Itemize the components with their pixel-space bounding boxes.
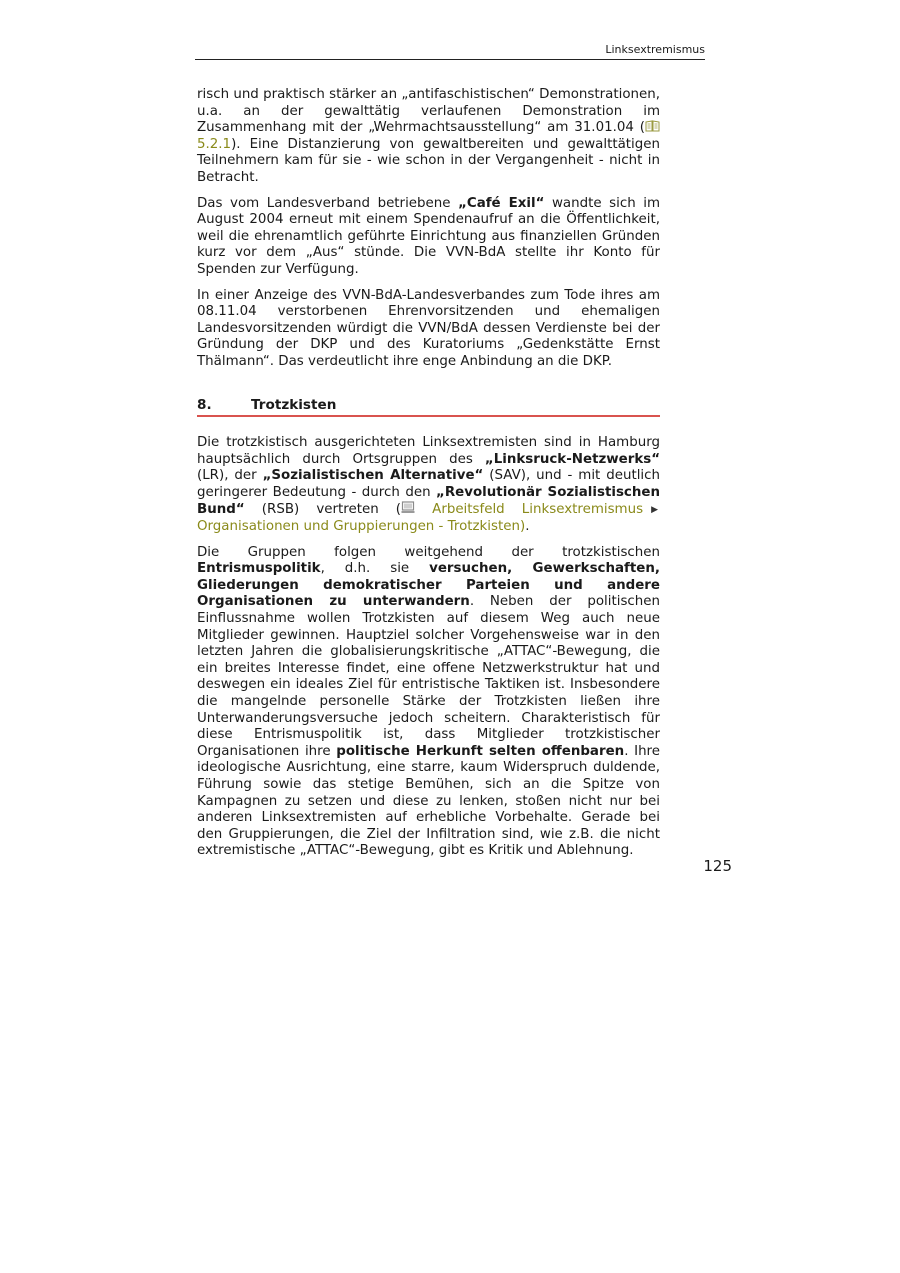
bold-term: „Sozialistischen Alternative“ [262, 468, 484, 484]
text-span: (LR), der [197, 468, 263, 484]
running-header: Linksextremismus [195, 43, 705, 60]
page-number: 125 [703, 857, 732, 875]
reference-label: Arbeitsfeld Linksextremismus [432, 502, 644, 518]
reference-label: Organisationen und Gruppierungen - Trotzkisten) [197, 519, 526, 535]
text-span: . Neben der politischen Einflussnahme wollen Trotzkisten auf diesem Weg auch neue Mitglieder gewinnen. Hauptziel solcher Vorgehensweise war in den letzten Jahren die globalisierungskritische „ATTAC“-Bewegung, die ein breites Interesse findet, eine offene Netzwerkstruktur hat und deswegen ein ideales Ziel für entristische Taktiken ist. Insbesondere die mangelnde personelle Stärke der Trotzkisten ließen ihre Unterwanderungsversuche jedoch scheitern. Charakteristisch für diese Entrismuspolitik ist, dass Mitglieder trotzkistischer Organisationen ihre [197, 594, 660, 759]
text-span: In einer Anzeige des VVN-BdA-Landesverbandes zum Tode ihres am 08.11.04 verstorbenen Ehrenvorsitzenden und ehemaligen Landesvorsitzenden würdigt die VVN/BdA dessen Verdienste bei der Gründung der DKP und des Kuratoriums „Gedenkstätte Ernst Thälmann“. Das verdeutlicht ihre enge Anbindung an die DKP. [197, 287, 660, 369]
paragraph-entrismus [197, 545, 660, 860]
bold-term: versuchen, Gewerkschaften, Gliederungen demokratischer Parteien und andere Organisationen zu unterwandern [197, 561, 660, 610]
bold-term: politische Herkunft selten offenbaren [336, 743, 625, 759]
triangle-right-icon: ▶ [651, 505, 658, 516]
text-span: (RSB) vertreten ( [244, 502, 402, 518]
book-icon [645, 120, 660, 132]
section-title: Trotzkisten [251, 396, 337, 413]
bold-term: „Linksruck-Netzwerks“ [484, 451, 660, 467]
text-span: risch und praktisch stärker an „antifaschistischen“ Demonstrationen, u.a. an der gewalttätig verlaufenen Demonstration im Zusammenhang mit der „Wehrmachtsausstellung“ am 31.01.04 ( [197, 87, 660, 136]
bold-term: Entrismuspolitik [197, 561, 321, 577]
section-number: 8. [197, 396, 212, 413]
computer-icon [401, 501, 415, 514]
body-text [197, 87, 660, 869]
text-span: . Ihre ideologische Ausrichtung, eine starre, kaum Widerspruch duldende, Führung sowie das stetige Bemühen, sich an die Spitze von Kampagnen zu setzen und diese zu lenken, stoßen nicht nur bei anderen Linksextremisten auf erhebliche Vorbehalte. Gerade bei den Gruppierungen, die Ziel der Infiltration sind, wie z.B. die nicht extremistische „ATTAC“-Bewegung, gibt es Kritik und Ablehnung. [197, 743, 661, 859]
text-span: wandte sich im August 2004 erneut mit einem Spendenaufruf an die Öffentlichkeit, weil die ehrenamtlich geführte Einrichtung aus finanziellen Gründen kurz vor dem „Aus“ stünde. Die VVN-BdA stellte ihr Konto für Spenden zur Verfügung. [197, 195, 661, 277]
text-span: (SAV), und - mit deutlich geringerer Bedeutung - durch den [197, 468, 660, 500]
paragraph-cafe-exil [197, 196, 660, 279]
text-span: Das vom Landesverband betriebene [197, 195, 459, 211]
paragraph-trotzkisten-intro [197, 435, 660, 536]
text-span: . [525, 519, 530, 535]
text-span: Die Gruppen folgen weitgehend der trotzkistischen [197, 544, 660, 560]
paragraph-obituary [197, 288, 660, 371]
text-span: , d.h. sie [320, 561, 430, 577]
reference-label: 5.2.1 [197, 136, 232, 152]
bold-term: „Café Exil“ [458, 195, 545, 211]
paragraph-demonstrations [197, 87, 660, 187]
bold-term: „Revolutionär Sozialistischen Bund“ [197, 484, 661, 518]
text-span: Die trotzkistisch ausgerichteten Linksextremisten sind in Hamburg hauptsächlich durch Ortsgruppen des [197, 435, 660, 467]
section-heading [197, 397, 660, 418]
text-span: ). Eine Distanzierung von gewaltbereiten und gewalttätigen Teilnehmern kam für sie - wie schon in der Vergangenheit - nicht in Betracht. [197, 136, 660, 185]
